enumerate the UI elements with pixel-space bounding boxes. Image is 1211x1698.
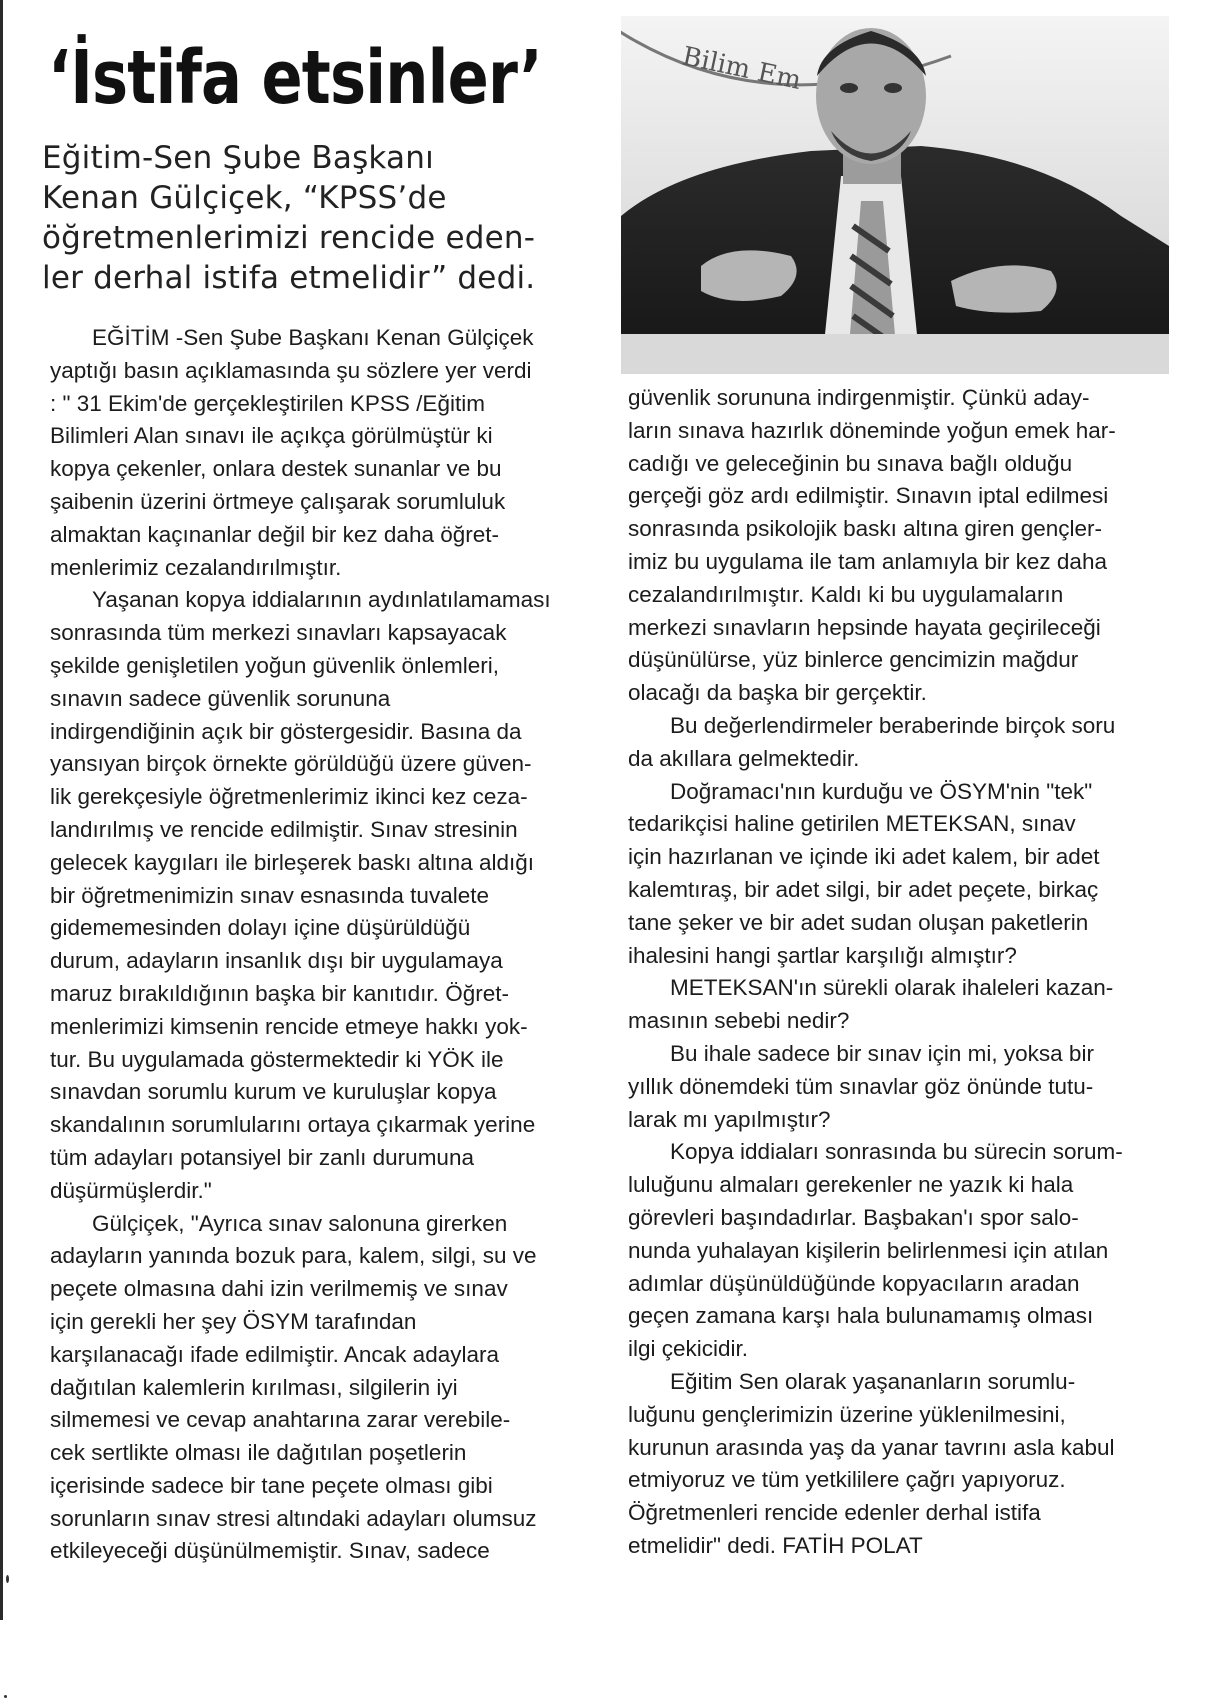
body-line: peçete olmasına dahi izin verilmemiş ve sınav xyxy=(50,1276,508,1302)
body-line: tüm adayları potansiyel bir zanlı durumuna xyxy=(50,1144,474,1170)
body-line: cezalandırılmıştır. Kaldı ki bu uygulamaların xyxy=(628,581,1064,607)
lead-line: Kenan Gülçiçek, “KPSS’de xyxy=(42,180,447,216)
body-line: düşünülürse, yüz binlerce gencimizin mağdur xyxy=(628,647,1079,673)
body-line: cek sertlikte olması ile dağıtılan poşetlerin xyxy=(50,1440,467,1466)
body-line: yansıyan birçok örnekte görüldüğü üzere güven- xyxy=(50,751,532,777)
body-line: adımlar düşünüldüğünde kopyacıların aradan xyxy=(628,1270,1080,1296)
body-line: Yaşanan kopya iddialarının aydınlatılamaması xyxy=(92,587,551,613)
body-line: Kopya iddiaları sonrasında bu sürecin sorum- xyxy=(670,1139,1123,1165)
body-line: Bu değerlendirmeler beraberinde birçok soru xyxy=(670,712,1116,738)
body-line: lik gerekçesiyle öğretmenlerimiz ikinci kez ceza- xyxy=(50,784,528,810)
body-line: nunda yuhalayan kişilerin belirlenmesi için atılan xyxy=(628,1237,1109,1263)
body-line: imiz bu uygulama ile tam anlamıyla bir kez daha xyxy=(628,548,1107,574)
body-line: bir öğretmenimizin sınav esnasında tuvalete xyxy=(50,882,489,908)
body-line: kopya çekenler, onlara destek sunanlar ve bu xyxy=(50,456,502,482)
body-line: Eğitim Sen olarak yaşananların sorumlu- xyxy=(670,1368,1076,1394)
body-line: METEKSAN'ın sürekli olarak ihaleleri kazan- xyxy=(670,975,1114,1001)
body-line: düşürmüşlerdir." xyxy=(50,1177,212,1203)
body-line: silmemesi ve cevap anahtarına zarar verebile- xyxy=(50,1407,511,1433)
body-line: tedarikçisi haline getirilen METEKSAN, sınav xyxy=(628,811,1076,837)
body-line: yaptığı basın açıklamasında şu sözlere yer verdi xyxy=(50,357,532,383)
body-line: merkezi sınavların hepsinde hayata geçirileceği xyxy=(628,614,1101,640)
body-line: ların sınava hazırlık döneminde yoğun emek har- xyxy=(628,417,1116,443)
body-line: landırılmış ve rencide edilmiştir. Sınav stresinin xyxy=(50,816,518,842)
body-line: kalemtıraş, bir adet silgi, bir adet peçete, birkaç xyxy=(628,876,1099,902)
headline: ‘İstifa etsinler’ xyxy=(48,35,542,121)
body-line: cadığı ve geleceğinin bu sınava bağlı olduğu xyxy=(628,450,1073,476)
body-line: almaktan kaçınanlar değil bir kez daha öğret- xyxy=(50,521,500,547)
body-line: indirgendiğinin açık bir göstergesidir. Basına da xyxy=(50,718,522,744)
body-line: EĞİTİM -Sen Şube Başkanı Kenan Gülçiçek xyxy=(92,325,534,350)
body-line: için gerekli her şey ÖSYM tarafından xyxy=(50,1308,417,1334)
body-line: maruz bırakıldığının başka bir kanıtıdır. Öğret- xyxy=(50,980,509,1006)
body-line: sınavdan sorumlu kurum ve kuruluşlar kopya xyxy=(50,1079,497,1105)
body-line: Bilimleri Alan sınavı ile açıkça görülmüştür ki xyxy=(50,423,493,449)
body-line: sınavın sadece güvenlik sorununa xyxy=(50,685,391,711)
lead-line: ler derhal istifa etmelidir” dedi. xyxy=(42,260,536,296)
article-column-right xyxy=(628,382,1188,1563)
body-line: gelecek kaygıları ile birleşerek baskı altına aldığı xyxy=(50,849,535,875)
body-line: karşılanacağı ifade edilmiştir. Ancak adaylara xyxy=(50,1341,499,1367)
body-line: menlerimizi kimsenin rencide etmeye hakkı yok- xyxy=(50,1013,528,1039)
body-line: kurunun arasında yaş da yanar tavrını asla kabul xyxy=(628,1434,1115,1460)
body-line: olacağı da başka bir gerçektir. xyxy=(628,680,927,706)
body-line: dağıtılan kalemlerin kırılması, silgilerin iyi xyxy=(50,1374,458,1400)
body-line: tur. Bu uygulamada göstermektedir ki YÖK ile xyxy=(50,1046,504,1072)
body-line: menlerimiz cezalandırılmıştır. xyxy=(50,554,342,580)
body-line: Gülçiçek, "Ayrıca sınav salonuna girerken xyxy=(92,1210,508,1236)
emblem-caption: Bilim Em xyxy=(679,41,804,96)
body-line: luğunu gençlerimizin üzerine yüklenilmesini, xyxy=(628,1401,1066,1427)
scan-speck xyxy=(6,1575,9,1583)
body-line: ihalesini hangi şartlar karşılığı almıştır? xyxy=(628,942,1017,968)
article-photo xyxy=(621,16,1169,374)
body-line: Bu ihale sadece bir sınav için mi, yoksa bir xyxy=(670,1040,1094,1066)
lead-line: Eğitim-Sen Şube Başkanı xyxy=(42,140,434,176)
body-line: durum, adayların insanlık dışı bir uygulamaya xyxy=(50,948,503,974)
body-line: etkileyeceği düşünülmemiştir. Sınav, sadece xyxy=(50,1538,490,1564)
body-line: larak mı yapılmıştır? xyxy=(628,1106,831,1132)
body-line: sorunların sınav stresi altındaki adayları olumsuz xyxy=(50,1505,537,1531)
body-line: yıllık dönemdeki tüm sınavlar göz önünde tutu- xyxy=(628,1073,1094,1099)
body-line: ilgi çekicidir. xyxy=(628,1336,749,1362)
lead-paragraph xyxy=(42,138,622,298)
body-line: Öğretmenleri rencide edenler derhal istifa xyxy=(628,1500,1041,1526)
body-line: içerisinde sadece bir tane peçete olması gibi xyxy=(50,1472,493,1498)
body-line: skandalının sorumlularını ortaya çıkarmak yerine xyxy=(50,1112,536,1138)
body-line: masının sebebi nedir? xyxy=(628,1008,850,1034)
body-line: gerçeği göz ardı edilmiştir. Sınavın iptal edilmesi xyxy=(628,483,1109,509)
body-line: : " 31 Ekim'de gerçekleştirilen KPSS /Eğitim xyxy=(50,390,485,416)
body-line: da akıllara gelmektedir. xyxy=(628,745,860,771)
body-line: etmelidir" dedi. FATİH POLAT xyxy=(628,1532,923,1558)
body-line: sonrasında psikolojik baskı altına giren gençler- xyxy=(628,516,1103,542)
body-line: Doğramacı'nın kurduğu ve ÖSYM'nin "tek" xyxy=(670,778,1093,804)
article-column-left xyxy=(50,322,610,1568)
scan-edge xyxy=(0,0,3,1620)
body-line: luluğunu almaları gerekenler ne yazık ki hala xyxy=(628,1172,1074,1198)
body-line: adayların yanında bozuk para, kalem, silgi, su ve xyxy=(50,1243,537,1269)
body-line: gidememesinden dolayı içine düşürüldüğü xyxy=(50,915,471,941)
body-line: için hazırlanan ve içinde iki adet kalem, bir adet xyxy=(628,844,1100,870)
body-line: sonrasında tüm merkezi sınavları kapsayacak xyxy=(50,620,507,646)
body-line: etmiyoruz ve tüm yetkililere çağrı yapıyoruz. xyxy=(628,1467,1066,1493)
body-line: güvenlik sorununa indirgenmiştir. Çünkü aday- xyxy=(628,385,1090,410)
body-line: geçen zamana karşı hala bulunamamış olması xyxy=(628,1303,1094,1329)
body-line: görevleri başındadırlar. Başbakan'ı spor salo- xyxy=(628,1204,1079,1230)
lead-line: öğretmenlerimizi rencide eden- xyxy=(42,220,536,256)
body-line: tane şeker ve bir adet sudan oluşan paketlerin xyxy=(628,909,1089,935)
body-line: şaibenin üzerini örtmeye çalışarak sorumluluk xyxy=(50,488,506,514)
body-line: şekilde genişletilen yoğun güvenlik önlemleri, xyxy=(50,652,500,678)
